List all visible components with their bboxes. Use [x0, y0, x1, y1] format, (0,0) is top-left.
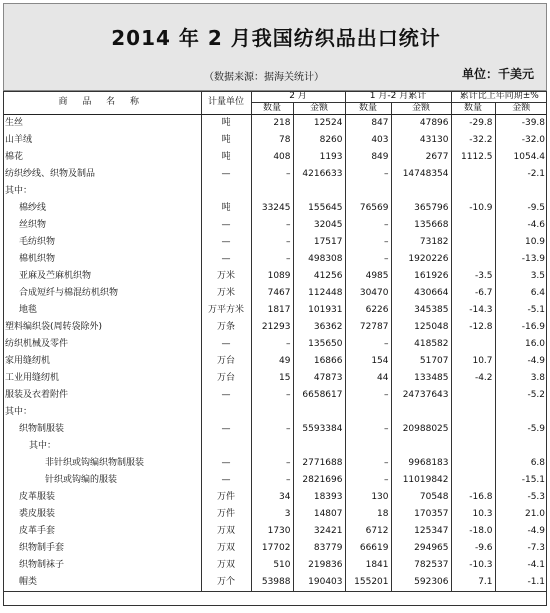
cell-unit: 万件: [201, 506, 251, 523]
cell-cum-qty: 1841: [345, 557, 391, 574]
table-row: [3, 421, 547, 438]
cell-feb-qty: 1089: [251, 268, 293, 285]
cell-cum-qty: –: [345, 387, 391, 404]
cell-name: 其中：: [29, 441, 57, 451]
cell-yoy-qty: [451, 166, 495, 183]
export-statistics-table: [3, 91, 547, 592]
cell-unit: —: [201, 217, 251, 234]
cell-yoy-amt: -5.9: [495, 421, 547, 438]
cell-cum-amt: 1920226: [391, 251, 451, 268]
cell-feb-amt: 14807: [293, 506, 345, 523]
cell-feb-qty: 17702: [251, 540, 293, 557]
table-row: [3, 404, 547, 421]
cell-unit: 万件: [201, 489, 251, 506]
cell-name: 棉花: [5, 152, 24, 162]
cell-cum-qty: –: [345, 336, 391, 353]
cell-name: 丝织物: [19, 220, 47, 230]
cell-unit: 吨: [201, 115, 251, 133]
header-row-top: [3, 91, 547, 103]
table-row: [3, 251, 547, 268]
cell-cum-qty: 849: [345, 149, 391, 166]
table-row: [3, 132, 547, 149]
cell-yoy-qty: -12.8: [451, 319, 495, 336]
cell-cum-amt: 345385: [391, 302, 451, 319]
cell-unit: —: [201, 234, 251, 251]
cell-feb-amt: 16866: [293, 353, 345, 370]
cell-cum-qty: [345, 438, 391, 455]
cell-feb-amt: 219836: [293, 557, 345, 574]
cell-unit: 万台: [201, 353, 251, 370]
cell-yoy-qty: -6.7: [451, 285, 495, 302]
cell-feb-amt: 32421: [293, 523, 345, 540]
cell-cum-qty: 76569: [345, 200, 391, 217]
table-row: [3, 557, 547, 574]
cell-yoy-qty: 7.1: [451, 574, 495, 592]
cell-unit: [201, 183, 251, 200]
table-row: [3, 523, 547, 540]
cell-yoy-qty: -14.3: [451, 302, 495, 319]
cell-yoy-amt: -15.1: [495, 472, 547, 489]
cell-unit: [201, 438, 251, 455]
cell-yoy-qty: [451, 387, 495, 404]
cell-yoy-qty: [451, 234, 495, 251]
cell-yoy-qty: 10.7: [451, 353, 495, 370]
cell-cum-amt: 365796: [391, 200, 451, 217]
cell-unit: —: [201, 166, 251, 183]
cell-name: 合成短纤与棉混纺机织物: [19, 288, 119, 298]
cell-cum-amt: [391, 438, 451, 455]
cell-unit: [201, 404, 251, 421]
cell-yoy-qty: -18.0: [451, 523, 495, 540]
cell-cum-amt: 47896: [391, 115, 451, 133]
cell-feb-amt: 5593384: [293, 421, 345, 438]
cell-feb-qty: [251, 404, 293, 421]
table-row: [3, 183, 547, 200]
cell-feb-amt: [293, 404, 345, 421]
cell-feb-qty: 33245: [251, 200, 293, 217]
cell-cum-qty: 847: [345, 115, 391, 133]
table-row: [3, 438, 547, 455]
cell-cum-amt: 73182: [391, 234, 451, 251]
cell-feb-qty: 510: [251, 557, 293, 574]
cell-yoy-qty: -9.6: [451, 540, 495, 557]
cell-yoy-amt: 1054.4: [495, 149, 547, 166]
cell-feb-amt: 18393: [293, 489, 345, 506]
cell-name: 纺织机械及零件: [5, 339, 69, 349]
cell-name: 针织或钩编的服装: [45, 475, 118, 485]
cell-yoy-qty: -32.2: [451, 132, 495, 149]
table-row: [3, 268, 547, 285]
cell-feb-amt: 83779: [293, 540, 345, 557]
cell-unit: —: [201, 455, 251, 472]
cell-cum-qty: –: [345, 217, 391, 234]
cell-yoy-qty: 10.3: [451, 506, 495, 523]
cell-yoy-qty: [451, 217, 495, 234]
cell-feb-amt: 17517: [293, 234, 345, 251]
cell-yoy-amt: 6.8: [495, 455, 547, 472]
cell-cum-qty: 18: [345, 506, 391, 523]
cell-name: 帽类: [3, 574, 201, 592]
cell-cum-amt: 125347: [391, 523, 451, 540]
cell-unit: 万米: [201, 268, 251, 285]
cell-name: 其中：: [5, 186, 33, 196]
cell-feb-amt: 8260: [293, 132, 345, 149]
currency-unit-note: 单位：千美元: [461, 67, 534, 81]
cell-yoy-amt: -4.1: [495, 557, 547, 574]
cell-cum-amt: 20988025: [391, 421, 451, 438]
cell-cum-amt: [391, 183, 451, 200]
col-header-unit: 计量单位: [201, 91, 251, 115]
cell-cum-qty: 154: [345, 353, 391, 370]
cell-cum-qty: 6226: [345, 302, 391, 319]
cell-feb-amt: 2771688: [293, 455, 345, 472]
table-body: [3, 115, 547, 592]
cell-yoy-amt: -5.3: [495, 489, 547, 506]
cell-cum-amt: 170357: [391, 506, 451, 523]
cell-feb-qty: –: [251, 387, 293, 404]
cell-feb-amt: 190403: [293, 574, 345, 592]
cell-feb-qty: 15: [251, 370, 293, 387]
table-row: [3, 506, 547, 523]
cell-yoy-qty: [451, 421, 495, 438]
cell-cum-amt: 11019842: [391, 472, 451, 489]
cell-yoy-qty: -29.8: [451, 115, 495, 133]
col-header-janfeb: 1 月-2 月累计: [345, 91, 451, 103]
cell-yoy-amt: -39.8: [495, 115, 547, 133]
cell-yoy-amt: -16.9: [495, 319, 547, 336]
cell-feb-qty: –: [251, 472, 293, 489]
cell-cum-amt: 70548: [391, 489, 451, 506]
col-header-cum-amt: 金额: [391, 103, 451, 115]
cell-feb-qty: 49: [251, 353, 293, 370]
page-title: 2014 年 2 月我国纺织品出口统计: [111, 26, 441, 50]
cell-cum-qty: –: [345, 234, 391, 251]
cell-name: 棉机织物: [19, 254, 56, 264]
cell-feb-amt: 12524: [293, 115, 345, 133]
cell-unit: 万米: [201, 285, 251, 302]
cell-name: 皮革服装: [19, 492, 56, 502]
cell-feb-qty: 34: [251, 489, 293, 506]
cell-cum-amt: 782537: [391, 557, 451, 574]
cell-name: 裘皮服装: [19, 509, 56, 519]
cell-name: 其中：: [5, 407, 33, 417]
cell-feb-qty: 78: [251, 132, 293, 149]
cell-cum-qty: 155201: [345, 574, 391, 592]
cell-unit: 万台: [201, 370, 251, 387]
cell-cum-amt: 592306: [391, 574, 451, 592]
cell-cum-amt: 430664: [391, 285, 451, 302]
cell-name: 织物制手套: [19, 543, 65, 553]
cell-feb-qty: –: [251, 251, 293, 268]
cell-cum-qty: [345, 404, 391, 421]
table-row: [3, 455, 547, 472]
cell-cum-amt: 161926: [391, 268, 451, 285]
cell-unit: 万双: [201, 557, 251, 574]
cell-yoy-qty: -10.9: [451, 200, 495, 217]
cell-name: 织物制服装: [19, 424, 65, 434]
cell-yoy-amt: -32.0: [495, 132, 547, 149]
cell-feb-amt: 4216633: [293, 166, 345, 183]
cell-unit: —: [201, 251, 251, 268]
table-row: [3, 166, 547, 183]
cell-cum-qty: 72787: [345, 319, 391, 336]
cell-feb-qty: –: [251, 234, 293, 251]
cell-cum-qty: 66619: [345, 540, 391, 557]
cell-name: 毛纺织物: [19, 237, 56, 247]
cell-feb-amt: 1193: [293, 149, 345, 166]
cell-yoy-amt: -1.1: [495, 574, 547, 592]
cell-name: 非针织或钩编织物制服装: [45, 458, 145, 468]
cell-feb-qty: [251, 183, 293, 200]
cell-feb-amt: 101931: [293, 302, 345, 319]
cell-name: 山羊绒: [5, 135, 33, 145]
cell-name: 塑料编织袋(周转袋除外): [5, 322, 103, 332]
cell-cum-amt: 9968183: [391, 455, 451, 472]
cell-feb-qty: 408: [251, 149, 293, 166]
cell-cum-amt: 14748354: [391, 166, 451, 183]
table-row: [3, 489, 547, 506]
cell-cum-qty: –: [345, 455, 391, 472]
cell-unit: —: [201, 472, 251, 489]
cell-cum-amt: 51707: [391, 353, 451, 370]
table-row: [3, 149, 547, 166]
cell-feb-amt: 498308: [293, 251, 345, 268]
cell-yoy-amt: 3.5: [495, 268, 547, 285]
cell-yoy-amt: 16.0: [495, 336, 547, 353]
cell-name: 生丝: [5, 118, 24, 128]
cell-feb-qty: [251, 438, 293, 455]
cell-unit: 万个: [201, 574, 251, 592]
cell-yoy-qty: [451, 251, 495, 268]
cell-name: 皮革手套: [19, 526, 56, 536]
cell-yoy-qty: [451, 336, 495, 353]
cell-name: 家用缝纫机: [5, 356, 51, 366]
table-row: [3, 574, 547, 592]
table-row: [3, 234, 547, 251]
table-row: [3, 319, 547, 336]
cell-cum-qty: [345, 183, 391, 200]
cell-cum-amt: 418582: [391, 336, 451, 353]
col-header-feb: 2 月: [251, 91, 345, 103]
table-row: [3, 370, 547, 387]
table-row: [3, 472, 547, 489]
cell-feb-qty: –: [251, 217, 293, 234]
table-row: [3, 285, 547, 302]
col-header-yoy-amt: 金额: [495, 103, 547, 115]
cell-name: 亚麻及苎麻机织物: [19, 271, 92, 281]
cell-feb-amt: [293, 183, 345, 200]
cell-cum-qty: 30470: [345, 285, 391, 302]
cell-cum-amt: 133485: [391, 370, 451, 387]
cell-feb-qty: 7467: [251, 285, 293, 302]
cell-feb-amt: 41256: [293, 268, 345, 285]
col-header-name: 商 品 名 称: [3, 91, 201, 115]
cell-feb-qty: –: [251, 455, 293, 472]
cell-cum-qty: 403: [345, 132, 391, 149]
cell-unit: 万双: [201, 523, 251, 540]
cell-cum-qty: –: [345, 421, 391, 438]
cell-unit: 吨: [201, 132, 251, 149]
cell-yoy-amt: -13.9: [495, 251, 547, 268]
cell-yoy-amt: 6.4: [495, 285, 547, 302]
cell-cum-qty: –: [345, 472, 391, 489]
cell-unit: 吨: [201, 149, 251, 166]
cell-unit: 万条: [201, 319, 251, 336]
cell-yoy-amt: -4.6: [495, 217, 547, 234]
cell-yoy-qty: -4.2: [451, 370, 495, 387]
cell-feb-amt: 47873: [293, 370, 345, 387]
cell-feb-qty: 53988: [251, 574, 293, 592]
cell-yoy-amt: [495, 404, 547, 421]
cell-name: 棉纱线: [19, 203, 47, 213]
col-header-yoy: 累计比上年同期±%: [451, 91, 547, 103]
cell-cum-qty: 6712: [345, 523, 391, 540]
table-row: [3, 540, 547, 557]
cell-yoy-amt: 10.9: [495, 234, 547, 251]
cell-feb-amt: 155645: [293, 200, 345, 217]
cell-cum-amt: 125048: [391, 319, 451, 336]
cell-feb-qty: –: [251, 166, 293, 183]
cell-cum-amt: 43130: [391, 132, 451, 149]
table-row: [3, 336, 547, 353]
cell-yoy-amt: -4.9: [495, 353, 547, 370]
cell-cum-amt: 2677: [391, 149, 451, 166]
table-row: [3, 200, 547, 217]
cell-name: 服装及衣着附件: [5, 390, 69, 400]
cell-feb-qty: –: [251, 336, 293, 353]
cell-feb-amt: 36362: [293, 319, 345, 336]
cell-feb-qty: –: [251, 421, 293, 438]
table-row: [3, 217, 547, 234]
cell-feb-amt: 32045: [293, 217, 345, 234]
cell-yoy-amt: -2.1: [495, 166, 547, 183]
table-row: [3, 115, 547, 133]
cell-unit: —: [201, 421, 251, 438]
data-source-note: （数据来源：据海关统计）: [204, 72, 324, 83]
cell-yoy-amt: 21.0: [495, 506, 547, 523]
cell-yoy-amt: 3.8: [495, 370, 547, 387]
cell-yoy-qty: -3.5: [451, 268, 495, 285]
cell-feb-qty: 218: [251, 115, 293, 133]
cell-cum-amt: [391, 404, 451, 421]
cell-feb-qty: 1817: [251, 302, 293, 319]
cell-yoy-qty: [451, 183, 495, 200]
cell-yoy-amt: -7.3: [495, 540, 547, 557]
cell-yoy-amt: -9.5: [495, 200, 547, 217]
cell-feb-amt: 6658617: [293, 387, 345, 404]
cell-feb-qty: 1730: [251, 523, 293, 540]
col-header-feb-amt: 金额: [293, 103, 345, 115]
cell-yoy-amt: -5.2: [495, 387, 547, 404]
cell-yoy-amt: [495, 183, 547, 200]
table-row: [3, 353, 547, 370]
cell-yoy-amt: -4.9: [495, 523, 547, 540]
cell-cum-amt: 24737643: [391, 387, 451, 404]
table-row: [3, 387, 547, 404]
cell-yoy-qty: -10.3: [451, 557, 495, 574]
cell-cum-qty: –: [345, 251, 391, 268]
cell-feb-qty: 3: [251, 506, 293, 523]
col-header-feb-qty: 数量: [251, 103, 293, 115]
cell-yoy-qty: -16.8: [451, 489, 495, 506]
cell-yoy-qty: [451, 472, 495, 489]
cell-name: 纺织纱线、织物及制品: [5, 169, 96, 179]
cell-yoy-qty: [451, 455, 495, 472]
col-header-cum-qty: 数量: [345, 103, 391, 115]
cell-name: 地毯: [19, 305, 38, 315]
cell-unit: —: [201, 387, 251, 404]
cell-cum-qty: 130: [345, 489, 391, 506]
cell-feb-amt: 135650: [293, 336, 345, 353]
cell-feb-qty: 21293: [251, 319, 293, 336]
cell-cum-qty: 44: [345, 370, 391, 387]
cell-feb-amt: [293, 438, 345, 455]
cell-yoy-amt: -5.1: [495, 302, 547, 319]
cell-cum-qty: –: [345, 166, 391, 183]
cell-name: 织物制袜子: [19, 560, 65, 570]
cell-feb-amt: 112448: [293, 285, 345, 302]
cell-unit: 吨: [201, 200, 251, 217]
col-header-yoy-qty: 数量: [451, 103, 495, 115]
cell-feb-amt: 2821696: [293, 472, 345, 489]
cell-unit: —: [201, 336, 251, 353]
cell-cum-qty: 4985: [345, 268, 391, 285]
cell-yoy-qty: [451, 404, 495, 421]
header-band: [3, 3, 547, 91]
table-row: [3, 302, 547, 319]
cell-unit: 万平方米: [201, 302, 251, 319]
cell-name: 工业用缝纫机: [5, 373, 60, 383]
cell-cum-amt: 294965: [391, 540, 451, 557]
cell-yoy-amt: [495, 438, 547, 455]
cell-unit: 万双: [201, 540, 251, 557]
cell-cum-amt: 135668: [391, 217, 451, 234]
cell-yoy-qty: 1112.5: [451, 149, 495, 166]
cell-yoy-qty: [451, 438, 495, 455]
